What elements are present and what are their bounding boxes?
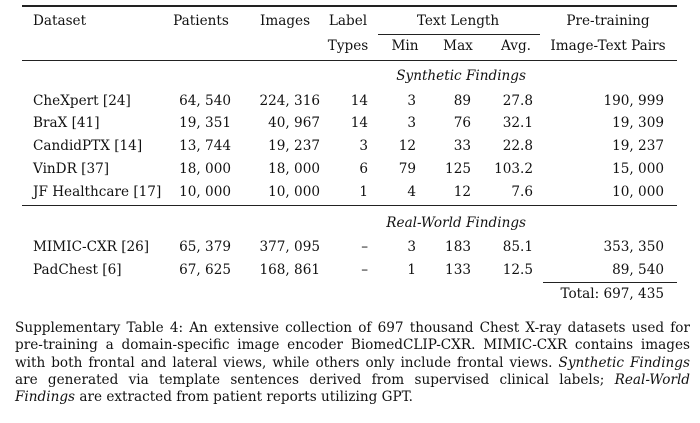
row-max: 12 — [453, 184, 471, 200]
row-patients: 65, 379 — [179, 239, 231, 255]
row-patients: 67, 625 — [179, 262, 231, 278]
header-min: Min — [391, 38, 419, 54]
header-label-types-line2: Types — [327, 38, 369, 54]
row-avg: 103.2 — [494, 161, 533, 177]
row-images: 377, 095 — [259, 239, 320, 255]
row-dataset: PadChest [6] — [33, 262, 122, 278]
row-max: 89 — [453, 93, 471, 109]
row-patients: 18, 000 — [179, 161, 231, 177]
row-dataset: MIMIC-CXR [26] — [33, 239, 150, 255]
header-label-types-line1: Label — [328, 13, 368, 29]
row-pairs: 190, 999 — [603, 93, 664, 109]
row-pairs: 353, 350 — [603, 239, 664, 255]
row-label-types: 6 — [359, 161, 368, 177]
row-max: 183 — [445, 239, 471, 255]
row-pairs: 10, 000 — [612, 184, 664, 200]
header-pretraining-line2: Image-Text Pairs — [550, 38, 666, 54]
table-top-rule — [22, 5, 677, 7]
row-max: 133 — [445, 262, 471, 278]
row-max: 125 — [445, 161, 471, 177]
row-patients: 10, 000 — [179, 184, 231, 200]
row-dataset: JF Healthcare [17] — [33, 184, 162, 200]
header-patients: Patients — [173, 13, 229, 29]
header-max: Max — [443, 38, 473, 54]
row-avg: 32.1 — [502, 115, 533, 131]
row-images: 40, 967 — [268, 115, 320, 131]
caption-middle: are generated via template sentences derived from supervised clinical labels; — [15, 371, 615, 388]
row-min: 3 — [407, 93, 416, 109]
row-patients: 13, 744 — [179, 138, 231, 154]
caption-suffix: are extracted from patient reports utilizing GPT. — [75, 389, 413, 406]
row-pairs: 89, 540 — [612, 262, 664, 278]
caption-synthetic-term: Synthetic Findings — [558, 354, 690, 371]
row-avg: 22.8 — [502, 138, 533, 154]
row-patients: 19, 351 — [179, 115, 231, 131]
row-max: 33 — [453, 138, 471, 154]
row-avg: 27.8 — [502, 93, 533, 109]
row-avg: 85.1 — [502, 239, 533, 255]
table-caption — [15, 320, 690, 406]
row-pairs: 19, 237 — [612, 138, 664, 154]
row-dataset: VinDR [37] — [33, 161, 110, 177]
row-images: 224, 316 — [259, 93, 320, 109]
row-min: 3 — [407, 115, 416, 131]
row-dataset: BraX [41] — [33, 115, 100, 131]
header-images: Images — [259, 13, 311, 29]
row-label-types: 14 — [350, 93, 368, 109]
row-max: 76 — [453, 115, 471, 131]
header-avg: Avg. — [501, 38, 531, 54]
row-images: 18, 000 — [268, 161, 320, 177]
total-pairs: Total: 697, 435 — [560, 286, 664, 302]
row-avg: 7.6 — [511, 184, 533, 200]
header-pretraining-line1: Pre-training — [566, 13, 650, 29]
caption-realworld-term: Real-World Findings — [15, 371, 690, 406]
total-rule — [543, 282, 677, 283]
row-min: 79 — [398, 161, 416, 177]
row-min: 3 — [407, 239, 416, 255]
row-label-types: 14 — [350, 115, 368, 131]
header-dataset: Dataset — [33, 13, 87, 29]
row-images: 19, 237 — [268, 138, 320, 154]
row-label-types: – — [361, 239, 368, 255]
section-title-real-world: Real-World Findings — [386, 215, 526, 231]
row-label-types: 3 — [359, 138, 368, 154]
row-patients: 64, 540 — [179, 93, 231, 109]
row-min: 12 — [398, 138, 416, 154]
row-images: 10, 000 — [268, 184, 320, 200]
row-label-types: 1 — [359, 184, 368, 200]
caption-prefix: Supplementary Table 4: An extensive collection of 697 thousand Chest X-ray datasets used for pre-training a domain-specific image encoder BiomedCLIP-CXR. MIMIC-CXR contains images with both frontal and lateral views, while others only include frontal views. — [15, 320, 690, 371]
row-dataset: CheXpert [24] — [33, 93, 131, 109]
text-length-rule — [378, 34, 540, 35]
row-label-types: – — [361, 262, 368, 278]
row-min: 1 — [407, 262, 416, 278]
row-images: 168, 861 — [259, 262, 320, 278]
header-bottom-rule — [22, 60, 677, 61]
row-avg: 12.5 — [502, 262, 533, 278]
row-pairs: 19, 309 — [612, 115, 664, 131]
row-pairs: 15, 000 — [612, 161, 664, 177]
section-divider-rule — [22, 205, 677, 206]
row-min: 4 — [407, 184, 416, 200]
header-text-length: Text Length — [416, 13, 500, 29]
row-dataset: CandidPTX [14] — [33, 138, 143, 154]
section-title-synthetic: Synthetic Findings — [396, 68, 526, 84]
